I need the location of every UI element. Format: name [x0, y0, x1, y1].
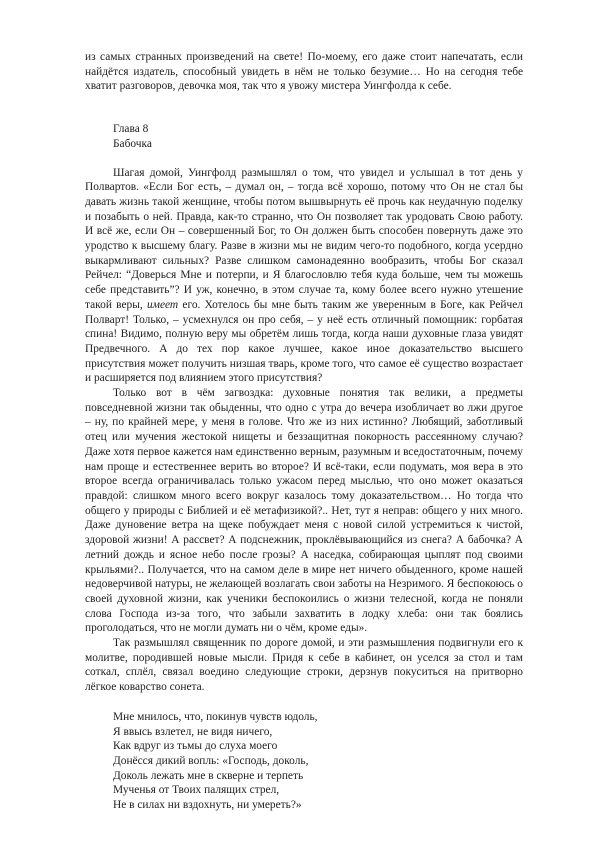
paragraph	[85, 386, 523, 636]
italic-text: имеет	[146, 298, 179, 311]
chapter-heading	[113, 122, 523, 151]
poem	[113, 710, 523, 813]
text-segment: Так размышлял священник по дороге домой, и эти размышления подвигнули его к молитве, породившей новые мысли. Придя к себе в кабинет, он уселся за стол и там соткал, сплёл, связал воедино следующие строки, дерзнув покуситься на притворно лёгкое коварство сонета.	[85, 637, 523, 694]
poem-line: Мученья от Твоих палящих стрел,	[113, 784, 280, 797]
poem-line: Не в силах ни вздохнуть, ни умереть?»	[113, 799, 302, 812]
text-segment: Шагая домой, Уингфолд размышлял о том, что увидел и услышал в тот день у Полвартов. «Если Бог есть, – думал он, – тогда всё хорошо, потому что Он не стал бы давать жизнь такой женщине, чтобы потом вышвырнуть её прочь как неудачную поделку и позабыть о ней. Правда, как-то странно, что Он позволяет так уродовать Свою работу. И всё же, если Он – совершенный Бог, то Он должен быть способен повернуть даже это уродство к высшему благу. Разве в жизни мы не видим чего-то подобного, когда усердно выкармливают сильных? Разве слишком самонадеянно вообразить, чтобы Бог сказал Рейчел: “Доверься Мне и потерпи, и Я благословлю тебя куда больше, чем ты можешь себе представить”? И уж, конечно, в этом случае та, кому более всего нужно утешение такой веры,	[85, 166, 523, 311]
paragraph	[85, 50, 523, 94]
text-segment: из самых странных произведений на свете! По-моему, его даже стоит напечатать, если найдётся издатель, способный увидеть в нём не только безумие… Но на сегодня тебе хватит разговоров, девочка моя, так что я увожу мистера Уингфолда к себе.	[85, 51, 523, 93]
paragraph	[85, 166, 523, 387]
poem-line: Я ввысь взлетел, не видя ничего,	[113, 725, 273, 738]
poem-line: Как вдруг из тьмы до слуха моего	[113, 740, 278, 753]
text-segment: Только вот в чём загвоздка: духовные понятия так велики, а предметы повседневной жизни так обыденны, что одно с утра до вечера изобличает во лжи другое – ну, по крайней мере, у меня в голове. Что же из них истинно? Любящий, заботливый отец или мучения жестокой нищеты и беззащитная покорность рассеянному случаю? Даже хотя первое кажется нам единственно верным, разумным и вседостаточным, почему нам проще и естественнее верить во второе? И всё-таки, если подумать, моя вера в это второе всегда ограничивалась только ужасом перед мыслью, что оно может оказаться правдой: слишком много всего вокруг казалось тому доказательством… Но тогда что общего у природы с Библией и её метафизикой?.. Нет, тут я неправ: общего у них много. Даже дуновение ветра на щеке побуждает меня с новой силой устремиться к чистой, здоровой жизни! А рассвет? А подснежник, проклёвывающийся из снега? А бабочка? А летний дождь и ясное небо после грозы? А наседка, собирающая цыплят под своими крыльями?.. Получается, что на самом деле в мире нет ничего обыденного, кроме нашей недоверчивой натуры, не желающей возлагать свои заботы на Незримого. Я беспокоюсь о своей духовной жизни, как ученики беспокоились о жизни телесной, когда не поняли слова Господа из-за того, что забыли захватить в лодку хлеба: они так боялись проголодаться, что не могли думать ни о чём, кроме еды».	[85, 387, 523, 635]
poem-line: Доколь лежать мне в скверне и терпеть	[113, 769, 304, 782]
poem-line: Донёсся дикий вопль: «Господь, доколь,	[113, 754, 309, 767]
chapter-number: Глава 8	[113, 123, 149, 136]
poem-line: Мне мнилось, что, покинув чувств юдоль,	[113, 710, 318, 723]
page-text	[85, 50, 523, 813]
chapter-title: Бабочка	[113, 137, 152, 150]
paragraph	[85, 636, 523, 695]
text-segment: его. Хотелось бы мне быть таким же уверенным в Боге, как Рейчел Полварт! Только, – усмехнулся он про себя, – у неё есть отличный помощник: горбатая спина! Видимо, полную веру мы обретём лишь тогда, когда наши духовные глаза увидят Предвечного. А до тех пор какое лучшее, какое иное доказательство высшего присутствия может получить низшая тварь, кроме того, что самое её существо возрастает и расширяется под влиянием этого присутствия?	[85, 298, 523, 385]
